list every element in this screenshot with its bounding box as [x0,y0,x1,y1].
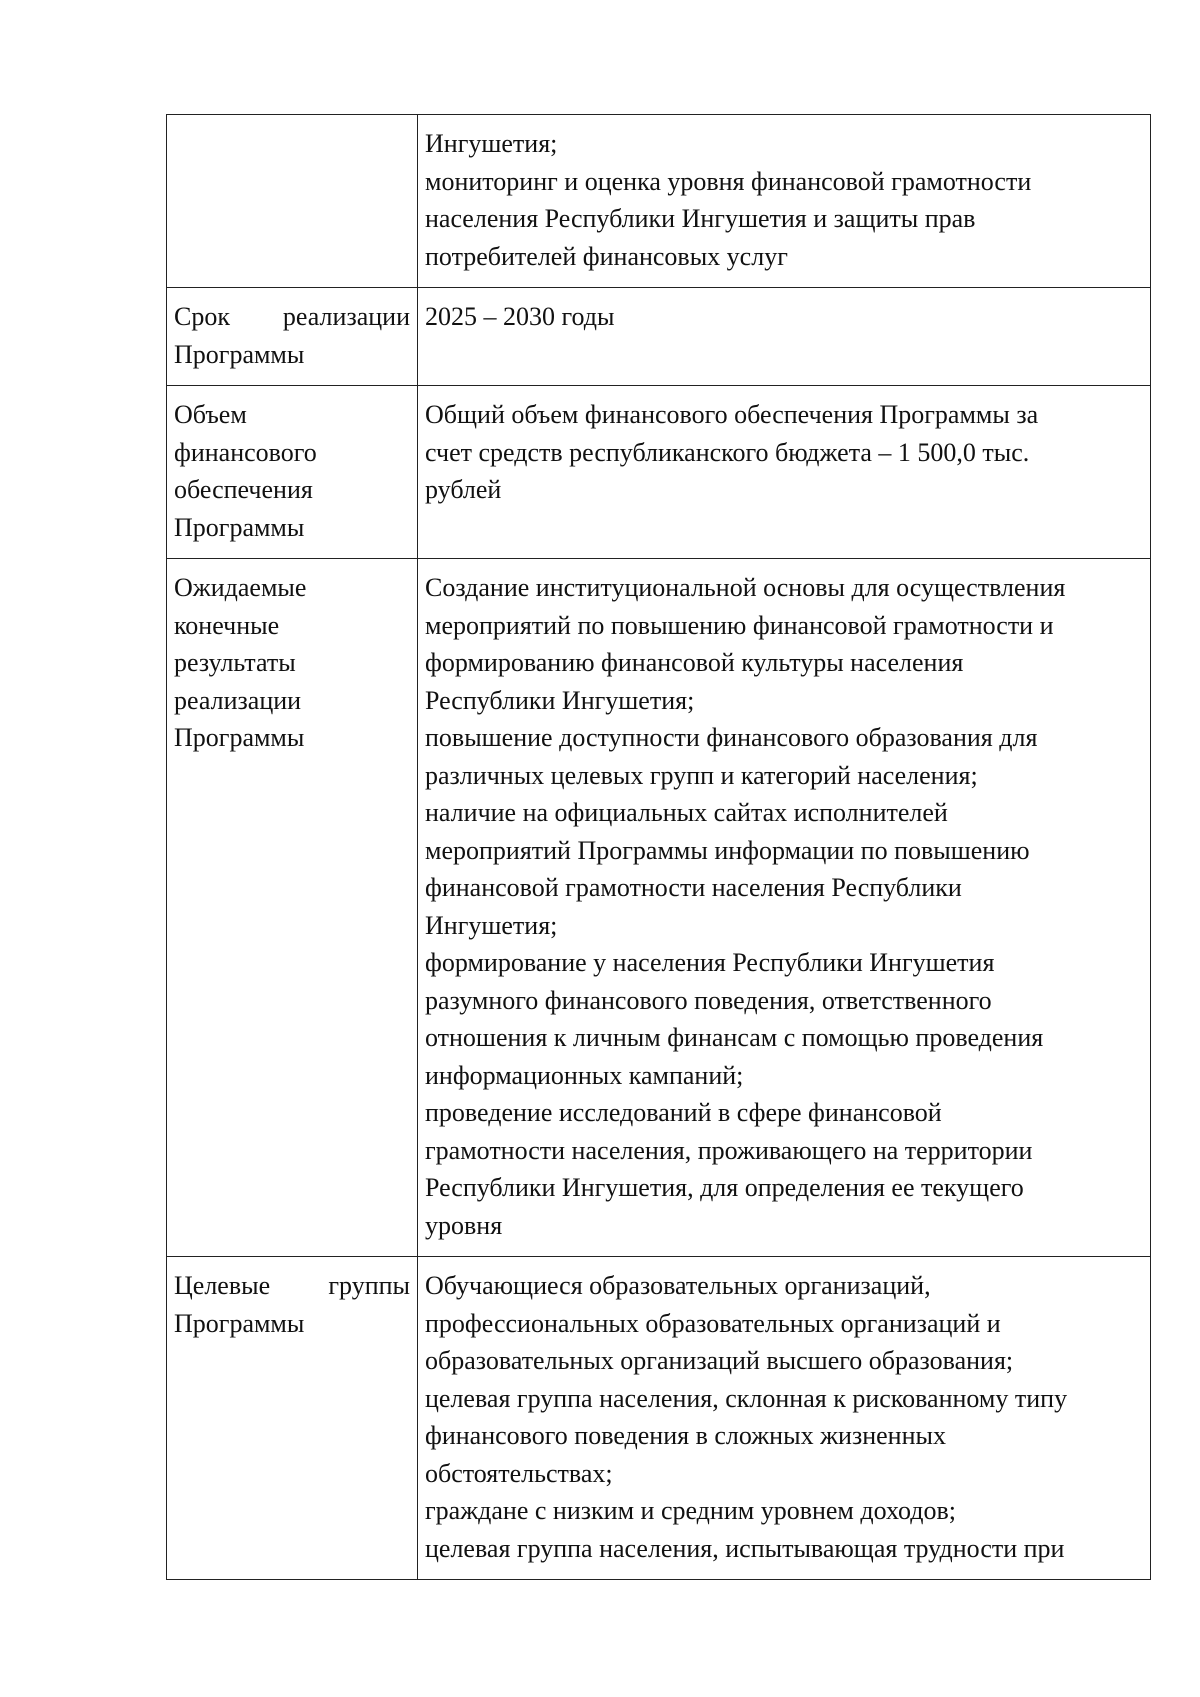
label-line: Ожидаемые [174,573,307,602]
value-line: наличие на официальных сайтах исполнителей [425,798,948,827]
value-line: отношения к личным финансам с помощью проведения [425,1023,1044,1052]
value-line: повышение доступности финансового образования для [425,723,1038,752]
value-line: разумного финансового поведения, ответственного [425,985,992,1015]
label-line: Целевые группы [174,1271,410,1300]
value-line: населения Республики Ингушетия и защиты прав [425,204,976,233]
label-line: Программы [174,723,305,752]
row-label-expected-results [167,559,418,1257]
row-value-implementation-period [418,288,1151,386]
program-passport-table [166,114,1151,1580]
label-line: Программы [174,512,305,542]
value-line: Республики Ингушетия, для определения ее текущего [425,1173,1024,1202]
label-line: результаты [174,648,296,677]
value-line: грамотности населения, проживающего на территории [425,1135,1033,1165]
row-label-funding-volume [167,386,418,559]
value-line: профессиональных образовательных организаций и [425,1308,1001,1338]
value-line: целевая группа населения, склонная к рискованному типу [425,1383,1068,1413]
value-line: Создание институциональной основы для осуществления [425,573,1066,602]
table-row-target-groups [167,1257,1151,1580]
value-line: Ингушетия; [425,910,558,940]
value-line: Ингушетия; [425,129,558,158]
value-line: различных целевых групп и категорий населения; [425,760,978,790]
row-label-implementation-period [167,288,418,386]
row-label-target-groups [167,1257,418,1580]
value-line: Общий объем финансового обеспечения Программы за [425,400,1039,429]
value-line: уровня [425,1210,503,1240]
value-line: формированию финансовой культуры населения [425,648,964,677]
table-row-funding-volume [167,386,1151,559]
label-line: конечные [174,610,280,640]
label-line: реализации [174,685,302,715]
value-line: потребителей финансовых услуг [425,241,788,271]
label-line: финансового [174,437,317,467]
value-line: мероприятий Программы информации по повышению [425,835,1030,865]
value-line: информационных кампаний; [425,1060,744,1090]
row-value-funding-volume [418,386,1151,559]
value-line: финансовой грамотности населения Республики [425,873,962,902]
row-value-expected-results [418,559,1151,1257]
label-line: Срок реализации [174,302,410,331]
value-line: целевая группа населения, испытывающая трудности при [425,1533,1065,1563]
row-label-empty [167,115,418,288]
value-line: счет средств республиканского бюджета – 1 500,0 тыс. [425,437,1030,467]
value-line: рублей [425,475,502,504]
row-value-target-groups [418,1257,1151,1580]
label-line: Программы [174,339,305,369]
table-row-expected-results [167,559,1151,1257]
value-line: проведение исследований в сфере финансовой [425,1098,942,1127]
value-line: 2025 – 2030 годы [425,302,615,331]
value-line: граждане с низким и средним уровнем доходов; [425,1496,956,1525]
value-line: мероприятий по повышению финансовой грамотности и [425,610,1054,640]
value-line: финансового поведения в сложных жизненных [425,1421,946,1450]
table-row-tasks-continuation [167,115,1151,288]
label-line: Программы [174,1308,305,1338]
value-line: Обучающиеся образовательных организаций, [425,1271,931,1300]
value-line: мониторинг и оценка уровня финансовой грамотности [425,166,1032,196]
label-line: Объем [174,400,247,429]
value-line: формирование у населения Республики Ингушетия [425,948,995,977]
value-line: Республики Ингушетия; [425,685,695,715]
table-row-implementation-period [167,288,1151,386]
label-line: обеспечения [174,475,313,504]
value-line: образовательных организаций высшего образования; [425,1346,1014,1375]
row-value-tasks [418,115,1151,288]
value-line: обстоятельствах; [425,1458,613,1488]
